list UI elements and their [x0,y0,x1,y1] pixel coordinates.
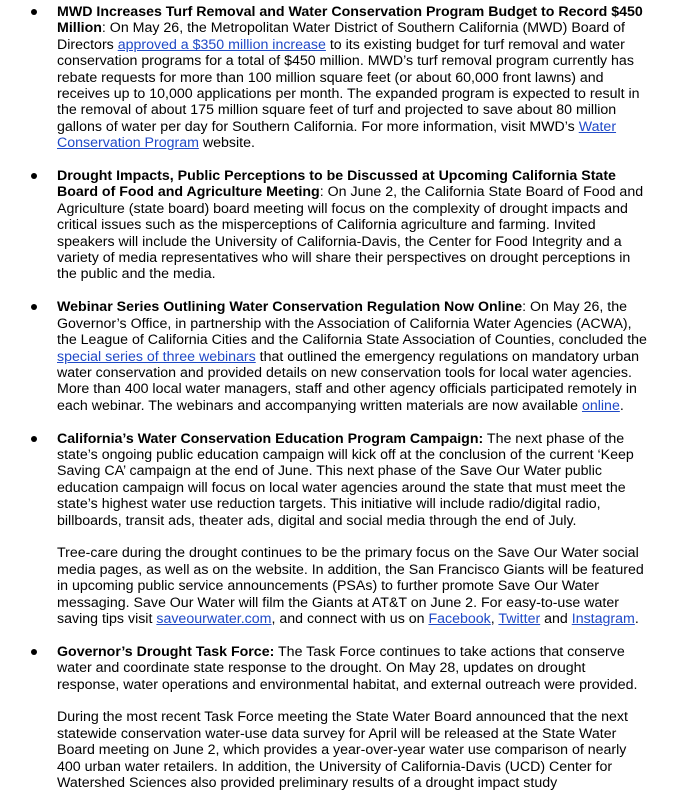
paragraph [57,545,650,627]
body-text: to its existing budget for turf removal and water conservation programs for a total of $450 million. MWD’s turf removal program currently has rebate requests for more than 100 million square feet (or about 60,000 front lawns) and receives up to 10,000 applications per month. The expanded program is expected to result in the removal of about 175 million square feet of turf and projected to save about 80 million gallons of water per day for Southern California. For more information, visit MWD’s [57,36,640,135]
link-approved-increase[interactable]: approved a $350 million increase [117,36,326,53]
document-body [0,4,680,808]
paragraph [57,168,650,283]
body-text: that outlined the emergency regulations on mandatory urban water conservation and provided details on new conservation tools for local water agencies. More than 400 local water managers, staff and other agency officials participated remotely in each webinar. The webinars and accompanying written materials are now available [57,348,640,414]
body-text: . [634,610,639,627]
paragraph [57,644,650,693]
bullet-icon [31,649,37,655]
item-heading: Drought Impacts, Public Perceptions to be Discussed at Upcoming California State Board of Food and Agriculture Meeting [57,168,616,201]
body-text: The Task Force continues to take actions that conserve water and coordinate state response to the drought. On May 28, updates on drought response, water operations and environmental habitat, and external outreach were provided. [57,643,638,693]
body-text: During the most recent Task Force meeting the State Water Board announced that the next statewide conservation water-use data survey for April will be released at the State Water Board meeting on June 2, which provides a year-over-year water use comparison of nearly 400 urban water retailers. In addition, the University of California-Davis (UCD) Center for Watershed Sciences also provided preliminary results of a drought impact study [57,709,628,791]
body-text: and [540,610,572,627]
link-saveourwater[interactable]: saveourwater.com [156,610,272,627]
body-text: : On May 26, the Governor’s Office, in partnership with the Association of California Water Agencies (ACWA), the League of California Cities and the California State Association of Counties, concluded the [57,299,647,349]
item-heading: MWD Increases Turf Removal and Water Conservation Program Budget to Record $450 Million [57,4,643,37]
bullet-icon [31,9,37,15]
paragraph [57,299,650,414]
paragraph [57,431,650,529]
list-item-drought-impacts-meeting [0,168,680,283]
link-twitter[interactable]: Twitter [498,610,541,627]
body-text: website. [198,135,255,152]
bullet-icon [31,436,37,442]
paragraph [57,4,650,152]
link-webinar-series[interactable]: special series of three webinars [57,348,256,365]
list-item-webinar-series [0,299,680,414]
link-instagram[interactable]: Instagram [571,610,635,627]
paragraph [57,709,650,791]
item-heading: Governor’s Drought Task Force: [57,643,275,660]
body-text: The next phase of the state’s ongoing public education campaign will kick off at the conclusion of the current ‘Keep Saving CA’ campaign at the end of June. This next phase of the Save Our Water public education campaign will focus on local water agencies around the state that must meet the state’s highest water use reduction targets. This initiative will include radio/digital radio, billboards, transit ads, theater ads, digital and social media through the end of July. [57,430,634,529]
bullet-icon [31,304,37,310]
body-text: , and connect with us on [271,610,429,627]
body-text: : On May 26, the Metropolitan Water District of Southern California (MWD) Board of Directors [57,20,625,53]
link-facebook[interactable]: Facebook [428,610,491,627]
link-water-conservation-program[interactable]: Water Conservation Program [57,118,617,152]
body-text: . [619,397,624,414]
item-heading: Webinar Series Outlining Water Conservation Regulation Now Online [57,299,523,316]
body-text: Tree-care during the drought continues to be the primary focus on the Save Our Water social media pages, as well as on the website. In addition, the San Francisco Giants will be featured in upcoming public service announcements (PSAs) to further promote Save Our Water messaging. Save Our Water will film the Giants at AT&T on June 2. For easy-to-use water saving tips visit [57,545,644,627]
link-online[interactable]: online [581,397,620,414]
item-heading: California’s Water Conservation Education Program Campaign: [57,430,484,447]
list-item-mwd-turf-removal [0,4,680,152]
body-text: : On June 2, the California State Board of Food and Agriculture (state board) board meeting will focus on the complexity of drought impacts and critical issues such as the misperceptions of California agriculture and farming. Invited speakers will include the University of California-Davis, the Center for Food Integrity and a variety of media representatives who will share their perspectives on drought perceptions in the public and the media. [57,184,644,283]
list-item-drought-task-force [0,644,680,792]
body-text: , [490,610,499,627]
bullet-icon [31,173,37,179]
list-item-education-campaign [0,431,680,628]
